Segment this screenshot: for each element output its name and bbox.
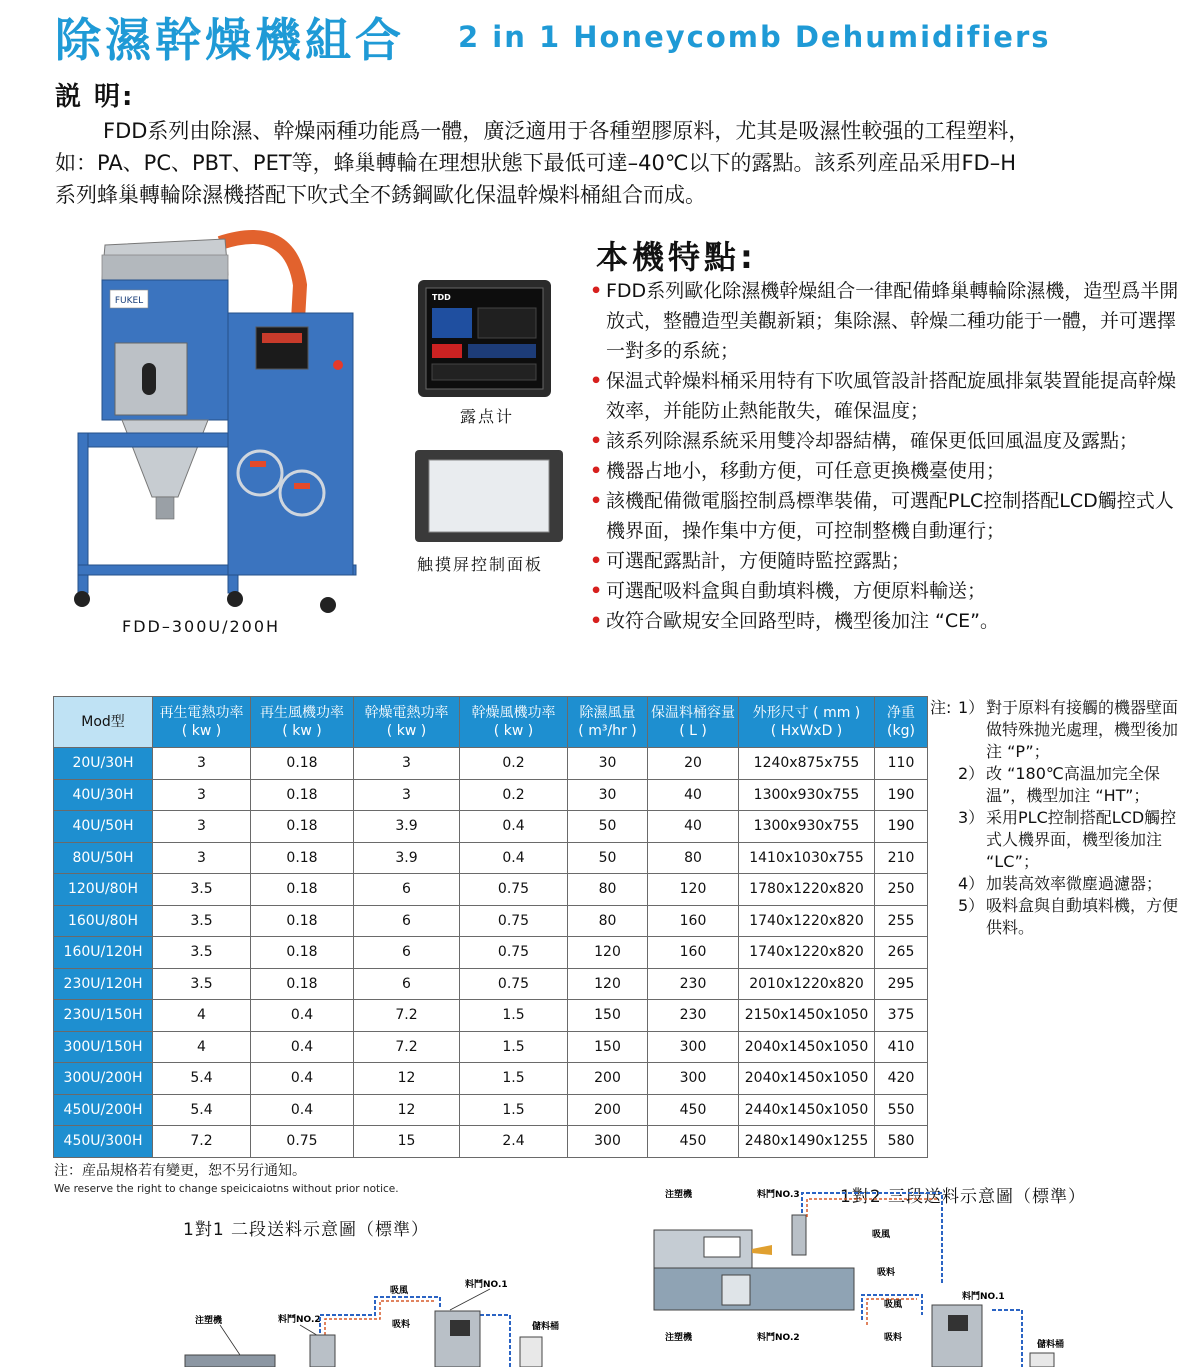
table-cell: 250 <box>875 874 928 906</box>
table-cell: 1240x875x755 <box>739 748 875 780</box>
feature-item: • 保温式幹燥料桶采用特有下吹風管設計搭配旋風排氣裝置能提高幹燥效率，并能防止熱能散失，確保温度； <box>590 370 1177 422</box>
diagram-label: 料鬥NO.2 <box>757 1333 800 1343</box>
table-cell: 50 <box>568 842 648 874</box>
table-cell: 550 <box>875 1094 928 1126</box>
table-cell: 2040x1450x1050 <box>739 1031 875 1063</box>
table-row <box>54 842 928 874</box>
table-header-row <box>54 697 928 748</box>
notes-panel <box>930 697 1190 939</box>
note-item: 3） 采用PLC控制搭配LCD觸控式人機界面，機型後加注 “LC”； <box>958 808 1177 871</box>
table-cell: 230 <box>648 968 739 1000</box>
page-title-en: 2 in 1 Honeycomb Dehumidifiers <box>458 20 1051 54</box>
column-header: Mod型 <box>54 697 153 748</box>
feature-item: • FDD系列歐化除濕機幹燥組合一律配備蜂巢轉輪除濕機，造型爲半開放式，整體造型美觀新穎；集除濕、幹燥二種功能于一體，并可選擇一對多的系統； <box>590 280 1179 362</box>
table-cell: 30 <box>568 748 648 780</box>
table-cell: 375 <box>875 1000 928 1032</box>
table-cell: 1.5 <box>460 1063 568 1095</box>
dewpoint-caption: 露点计 <box>460 407 515 426</box>
description-heading: 説 明: <box>55 82 135 112</box>
diagram-label: 吸料 <box>877 1268 896 1278</box>
model-cell: 300U/150H <box>54 1031 153 1063</box>
feature-item: • 該機配備微電腦控制爲標準裝備，可選配PLC控制搭配LCD觸控式人機界面，操作集中方便，可控制整機自動運行； <box>590 490 1174 542</box>
table-row <box>54 811 928 843</box>
column-header: 再生電熱功率 ( kw ) <box>153 697 251 748</box>
note-item: 注: 1） 對于原料有接觸的機器壁面做特殊抛光處理，機型後加注 “P”； <box>930 698 1179 761</box>
table-cell: 1.5 <box>460 1094 568 1126</box>
diagram-label: 注塑機 <box>665 1190 693 1200</box>
description-line: FDD系列由除濕、幹燥兩種功能爲一體，廣泛適用于各種塑膠原料，尤其是吸濕性較强的工程塑料， <box>103 119 1030 143</box>
table-cell: 7.2 <box>153 1126 251 1158</box>
table-cell: 160 <box>648 937 739 969</box>
table-cell: 0.4 <box>251 1094 354 1126</box>
model-cell: 40U/30H <box>54 779 153 811</box>
diagram-label: 注塑機 <box>195 1316 223 1326</box>
table-cell: 30 <box>568 779 648 811</box>
table-cell: 0.18 <box>251 748 354 780</box>
model-cell: 160U/120H <box>54 937 153 969</box>
spec-table-body <box>54 748 928 1158</box>
table-cell: 0.18 <box>251 937 354 969</box>
table-cell: 3 <box>153 842 251 874</box>
model-cell: 40U/50H <box>54 811 153 843</box>
table-row <box>54 1094 928 1126</box>
table-cell: 2480x1490x1255 <box>739 1126 875 1158</box>
diagram-label: 吸風 <box>390 1286 409 1296</box>
column-header: 幹燥電熱功率 ( kw ) <box>354 697 460 748</box>
table-cell: 0.4 <box>251 1031 354 1063</box>
table-cell: 160 <box>648 905 739 937</box>
feature-item: • 該系列除濕系統采用雙冷却器結構，確保更低回風温度及露點； <box>590 430 1139 452</box>
table-cell: 120 <box>648 874 739 906</box>
table-cell: 4 <box>153 1031 251 1063</box>
table-cell: 3.9 <box>354 811 460 843</box>
table-cell: 20 <box>648 748 739 780</box>
table-cell: 0.2 <box>460 779 568 811</box>
model-cell: 450U/200H <box>54 1094 153 1126</box>
diagram2-illustration <box>652 1185 1072 1367</box>
table-cell: 0.75 <box>460 937 568 969</box>
table-cell: 50 <box>568 811 648 843</box>
table-cell: 0.2 <box>460 748 568 780</box>
feature-item: • 可選配吸料盒與自動填料機，方便原料輸送； <box>590 580 987 602</box>
model-cell: 450U/300H <box>54 1126 153 1158</box>
column-header: 再生風機功率 ( kw ) <box>251 697 354 748</box>
column-header: 幹燥風機功率 ( kw ) <box>460 697 568 748</box>
controller-label: TDD <box>432 293 451 302</box>
table-cell: 410 <box>875 1031 928 1063</box>
table-cell: 2040x1450x1050 <box>739 1063 875 1095</box>
feature-item: • 機器占地小，移動方便，可任意更換機臺使用； <box>590 460 1006 482</box>
table-cell: 230 <box>648 1000 739 1032</box>
table-cell: 2.4 <box>460 1126 568 1158</box>
table-row <box>54 874 928 906</box>
notes-lead: 注: <box>930 698 952 717</box>
table-cell: 3.9 <box>354 842 460 874</box>
table-cell: 3.5 <box>153 905 251 937</box>
table-cell: 2440x1450x1050 <box>739 1094 875 1126</box>
table-cell: 1.5 <box>460 1000 568 1032</box>
table-cell: 1300x930x755 <box>739 811 875 843</box>
column-header: 外形尺寸 ( mm ) ( HxWxD ) <box>739 697 875 748</box>
diagram-label: 注塑機 <box>665 1333 693 1343</box>
table-row <box>54 748 928 780</box>
table-cell: 580 <box>875 1126 928 1158</box>
table-cell: 110 <box>875 748 928 780</box>
table-cell: 450 <box>648 1094 739 1126</box>
table-cell: 1740x1220x820 <box>739 937 875 969</box>
table-cell: 3.5 <box>153 968 251 1000</box>
table-cell: 0.18 <box>251 842 354 874</box>
table-row <box>54 1031 928 1063</box>
table-cell: 2150x1450x1050 <box>739 1000 875 1032</box>
column-header: 除濕風量 ( m³/hr ) <box>568 697 648 748</box>
footnote-zh: 注：産品規格若有變更，恕不另行通知。 <box>54 1163 306 1179</box>
model-cell: 230U/150H <box>54 1000 153 1032</box>
feature-item: • 可選配露點計，方便隨時監控露點； <box>590 550 911 572</box>
table-cell: 5.4 <box>153 1094 251 1126</box>
table-cell: 3.5 <box>153 937 251 969</box>
table-cell: 295 <box>875 968 928 1000</box>
diagram1-title: 1對1 二段送料示意圖（標準） <box>183 1220 430 1240</box>
table-cell: 80 <box>568 905 648 937</box>
table-row <box>54 1063 928 1095</box>
table-cell: 190 <box>875 811 928 843</box>
table-cell: 80 <box>568 874 648 906</box>
table-cell: 0.4 <box>460 842 568 874</box>
model-cell: 160U/80H <box>54 905 153 937</box>
note-item: 2） 改 “180℃高温加完全保温”，機型加注 “HT”； <box>958 764 1160 805</box>
table-cell: 0.4 <box>460 811 568 843</box>
table-cell: 12 <box>354 1063 460 1095</box>
table-cell: 80 <box>648 842 739 874</box>
table-cell: 300 <box>568 1126 648 1158</box>
description-line: 系列蜂巢轉輪除濕機搭配下吹式全不銹鋼歐化保温幹燥料桶組合而成。 <box>55 183 706 207</box>
table-cell: 0.4 <box>251 1063 354 1095</box>
note-item: 4） 加裝高效率微塵過濾器； <box>958 874 1163 893</box>
table-cell: 1.5 <box>460 1031 568 1063</box>
diagram-label: 料鬥NO.1 <box>465 1280 508 1290</box>
table-cell: 40 <box>648 811 739 843</box>
table-cell: 150 <box>568 1031 648 1063</box>
table-cell: 120 <box>568 937 648 969</box>
table-cell: 1410x1030x755 <box>739 842 875 874</box>
feature-item: • 改符合歐規安全回路型時，機型後加注 “CE”。 <box>590 610 999 632</box>
table-cell: 3 <box>354 779 460 811</box>
description-text <box>55 115 1175 211</box>
table-cell: 0.18 <box>251 874 354 906</box>
table-cell: 265 <box>875 937 928 969</box>
table-cell: 6 <box>354 905 460 937</box>
table-row <box>54 1126 928 1158</box>
table-row <box>54 1000 928 1032</box>
table-cell: 15 <box>354 1126 460 1158</box>
table-cell: 4 <box>153 1000 251 1032</box>
table-cell: 0.75 <box>251 1126 354 1158</box>
touchscreen-image <box>415 450 563 542</box>
table-cell: 6 <box>354 874 460 906</box>
diagram-label: 料鬥NO.3 <box>757 1190 800 1200</box>
model-cell: 120U/80H <box>54 874 153 906</box>
table-cell: 200 <box>568 1094 648 1126</box>
table-cell: 300 <box>648 1031 739 1063</box>
table-cell: 210 <box>875 842 928 874</box>
machine-photo <box>60 225 360 620</box>
features-heading: 本機特點: <box>596 238 757 276</box>
table-cell: 5.4 <box>153 1063 251 1095</box>
table-cell: 450 <box>648 1126 739 1158</box>
diagram-label: 吸料 <box>392 1320 411 1330</box>
table-cell: 1740x1220x820 <box>739 905 875 937</box>
diagram-label: 吸風 <box>872 1230 891 1240</box>
table-cell: 120 <box>568 968 648 1000</box>
table-cell: 7.2 <box>354 1031 460 1063</box>
table-cell: 0.75 <box>460 968 568 1000</box>
table-row <box>54 905 928 937</box>
table-cell: 255 <box>875 905 928 937</box>
table-cell: 420 <box>875 1063 928 1095</box>
note-item: 5） 吸料盒與自動填料機，方便供料。 <box>958 896 1179 937</box>
table-cell: 40 <box>648 779 739 811</box>
table-cell: 150 <box>568 1000 648 1032</box>
table-cell: 0.18 <box>251 905 354 937</box>
model-cell: 80U/50H <box>54 842 153 874</box>
machine-model-caption: FDD–300U/200H <box>122 617 281 636</box>
table-row <box>54 937 928 969</box>
diagram-label: 儲料桶 <box>1037 1340 1065 1350</box>
table-cell: 3 <box>153 811 251 843</box>
footnote-en: We reserve the right to change speicicaiotns without prior notice. <box>54 1183 399 1195</box>
table-cell: 6 <box>354 968 460 1000</box>
column-header: 保温料桶容量 ( L ) <box>648 697 739 748</box>
table-cell: 7.2 <box>354 1000 460 1032</box>
table-cell: 3 <box>354 748 460 780</box>
model-cell: 230U/120H <box>54 968 153 1000</box>
table-cell: 3 <box>153 779 251 811</box>
dewpoint-meter-image <box>418 280 551 397</box>
touchscreen-caption: 触摸屏控制面板 <box>417 555 544 574</box>
table-cell: 0.18 <box>251 968 354 1000</box>
diagram-label: 儲料桶 <box>532 1322 560 1332</box>
table-cell: 2010x1220x820 <box>739 968 875 1000</box>
model-cell: 300U/200H <box>54 1063 153 1095</box>
diagram-label: 料鬥NO.2 <box>278 1315 321 1325</box>
table-cell: 0.4 <box>251 1000 354 1032</box>
table-cell: 0.75 <box>460 874 568 906</box>
model-cell: 20U/30H <box>54 748 153 780</box>
table-cell: 1300x930x755 <box>739 779 875 811</box>
brand-logo: FUKEL <box>114 296 144 306</box>
column-header: 净重 (kg) <box>875 697 928 748</box>
spec-table <box>53 696 928 1158</box>
diagram-label: 吸風 <box>884 1300 903 1310</box>
table-cell: 190 <box>875 779 928 811</box>
table-cell: 6 <box>354 937 460 969</box>
table-cell: 200 <box>568 1063 648 1095</box>
table-row <box>54 779 928 811</box>
page-title: 除濕幹燥機組合 <box>55 13 405 67</box>
table-cell: 12 <box>354 1094 460 1126</box>
table-cell: 0.18 <box>251 779 354 811</box>
diagram-label: 吸料 <box>884 1333 903 1343</box>
table-row <box>54 968 928 1000</box>
table-cell: 3.5 <box>153 874 251 906</box>
diagram2-title: 1對2 三段送料示意圖（標準） <box>840 1187 1087 1207</box>
table-cell: 1780x1220x820 <box>739 874 875 906</box>
diagram1-illustration <box>180 1275 580 1367</box>
table-cell: 0.18 <box>251 811 354 843</box>
table-cell: 3 <box>153 748 251 780</box>
table-cell: 0.75 <box>460 905 568 937</box>
table-cell: 300 <box>648 1063 739 1095</box>
diagram-label: 料鬥NO.1 <box>962 1292 1005 1302</box>
features-list <box>590 276 1190 636</box>
description-line: 如：PA、PC、PBT、PET等，蜂巢轉輪在理想狀態下最低可達–40℃以下的露點。該系列産品采用FD–H <box>55 151 1017 175</box>
